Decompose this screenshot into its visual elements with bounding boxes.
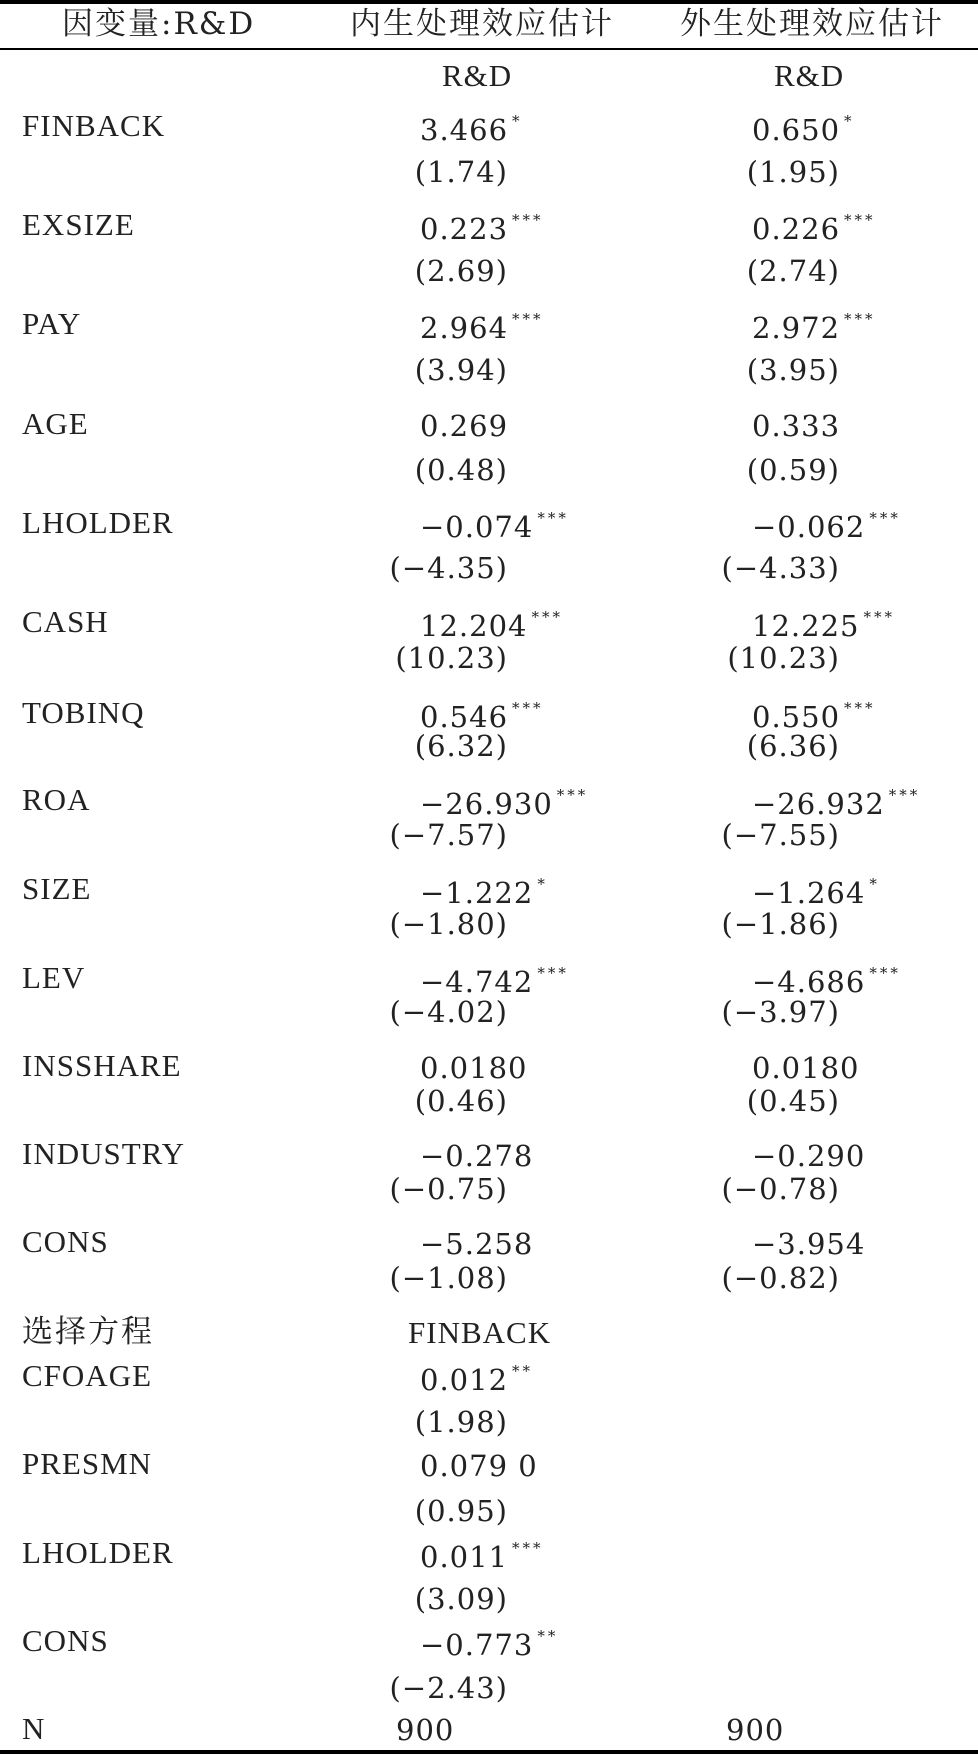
- selection-coef-cons-significance-stars: **: [537, 1627, 559, 1645]
- coef-endogenous-roa: [420, 788, 588, 819]
- table-bottom-rule: [0, 1750, 978, 1754]
- row-label-n: N: [22, 1711, 46, 1746]
- tstat-endogenous-finback: (1.74): [414, 155, 508, 189]
- coef-endogenous-industry-value: −0.278: [420, 1139, 534, 1173]
- coef-exogenous-tobinq-value: 0.550: [752, 700, 841, 734]
- coef-endogenous-exsize-value: 0.223: [420, 212, 509, 246]
- coef-exogenous-industry: [752, 1139, 866, 1173]
- selection-dependent-variable: FINBACK: [408, 1315, 552, 1350]
- selection-coef-cons: [420, 1629, 558, 1660]
- selection-coef-cfoage: [420, 1364, 533, 1395]
- row-label-cons: CONS: [22, 1224, 109, 1259]
- row-label-industry: INDUSTRY: [22, 1136, 186, 1171]
- selection-equation-label: 选择方程: [22, 1314, 154, 1350]
- coef-exogenous-pay-significance-stars: ***: [844, 310, 876, 328]
- tstat-endogenous-pay: (3.94): [414, 353, 508, 387]
- row-label-age: AGE: [22, 406, 89, 441]
- coef-endogenous-insshare: [420, 1051, 528, 1085]
- tstat-endogenous-insshare: (0.46): [414, 1084, 508, 1118]
- row-label-lev: LEV: [22, 960, 86, 995]
- coef-exogenous-roa: [752, 788, 920, 819]
- selection-coef-cons-value: −0.773: [420, 1628, 534, 1662]
- tstat-exogenous-cons: (−0.82): [721, 1261, 840, 1295]
- tstat-endogenous-tobinq: (6.32): [414, 729, 508, 763]
- coef-endogenous-size-significance-stars: *: [537, 875, 548, 893]
- coef-endogenous-roa-value: −26.930: [420, 787, 553, 821]
- coef-exogenous-industry-value: −0.290: [752, 1139, 866, 1173]
- tstat-endogenous-lev: (−4.02): [389, 995, 508, 1029]
- coef-exogenous-lev: [752, 966, 901, 997]
- coef-exogenous-cons-value: −3.954: [752, 1227, 866, 1261]
- selection-row-label-lholder: LHOLDER: [22, 1535, 174, 1570]
- tstat-endogenous-cons: (−1.08): [389, 1261, 508, 1295]
- coef-endogenous-lev: [420, 966, 569, 997]
- row-label-exsize: EXSIZE: [22, 207, 135, 242]
- tstat-exogenous-industry: (−0.78): [721, 1172, 840, 1206]
- column-subtitle-exogenous: R&D: [774, 58, 845, 93]
- coef-exogenous-lev-significance-stars: ***: [869, 964, 901, 982]
- tstat-endogenous-industry: (−0.75): [389, 1172, 508, 1206]
- tstat-exogenous-pay: (3.95): [746, 353, 840, 387]
- coef-exogenous-size-value: −1.264: [752, 876, 866, 910]
- coef-exogenous-exsize-value: 0.226: [752, 212, 841, 246]
- coef-exogenous-lholder: [752, 511, 901, 542]
- tstat-exogenous-age: (0.59): [746, 453, 840, 487]
- coef-exogenous-size: [752, 877, 880, 908]
- selection-coef-presmn-value: 0.079 0: [420, 1449, 538, 1483]
- coef-endogenous-finback: [420, 114, 523, 145]
- row-label-cash: CASH: [22, 604, 109, 639]
- coef-exogenous-tobinq: [752, 701, 876, 732]
- tstat-endogenous-age: (0.48): [414, 453, 508, 487]
- coef-endogenous-cons: [420, 1227, 534, 1261]
- coef-endogenous-exsize-significance-stars: ***: [512, 211, 544, 229]
- tstat-exogenous-finback: (1.95): [746, 155, 840, 189]
- coef-exogenous-cash: [752, 610, 895, 641]
- coef-exogenous-lholder-value: −0.062: [752, 510, 866, 544]
- coef-exogenous-pay: [752, 312, 876, 343]
- coef-endogenous-lev-value: −4.742: [420, 965, 534, 999]
- coef-endogenous-pay-significance-stars: ***: [512, 310, 544, 328]
- coef-endogenous-roa-significance-stars: ***: [556, 786, 589, 804]
- coef-exogenous-exsize-significance-stars: ***: [844, 211, 876, 229]
- row-label-insshare: INSSHARE: [22, 1048, 182, 1083]
- dependent-variable-header: 因变量:R&D: [62, 6, 256, 42]
- coef-exogenous-size-significance-stars: *: [869, 875, 880, 893]
- coef-exogenous-finback-significance-stars: *: [844, 112, 855, 130]
- column-title-endogenous: 内生处理效应估计: [350, 6, 614, 42]
- coef-exogenous-roa-value: −26.932: [752, 787, 885, 821]
- row-label-pay: PAY: [22, 306, 82, 341]
- row-label-roa: ROA: [22, 782, 91, 817]
- coef-endogenous-cash: [420, 610, 563, 641]
- column-title-exogenous: 外生处理效应估计: [680, 6, 944, 42]
- coef-endogenous-exsize: [420, 213, 544, 244]
- coef-exogenous-pay-value: 2.972: [752, 311, 841, 345]
- coef-endogenous-cons-value: −5.258: [420, 1227, 534, 1261]
- tstat-exogenous-size: (−1.86): [721, 907, 840, 941]
- coef-endogenous-age: [420, 409, 509, 443]
- selection-tstat-cfoage: (1.98): [414, 1405, 508, 1439]
- coef-endogenous-lholder: [420, 511, 569, 542]
- coef-exogenous-lev-value: −4.686: [752, 965, 866, 999]
- coef-endogenous-pay-value: 2.964: [420, 311, 509, 345]
- coef-exogenous-lholder-significance-stars: ***: [869, 509, 901, 527]
- n-endogenous: 900: [396, 1713, 455, 1747]
- coef-exogenous-cash-significance-stars: ***: [863, 608, 895, 626]
- table-top-rule: [0, 0, 978, 4]
- coef-endogenous-lholder-significance-stars: ***: [537, 509, 569, 527]
- tstat-endogenous-roa: (−7.57): [389, 818, 508, 852]
- tstat-exogenous-tobinq: (6.36): [746, 729, 840, 763]
- tstat-endogenous-size: (−1.80): [389, 907, 508, 941]
- coef-endogenous-pay: [420, 312, 544, 343]
- coef-endogenous-finback-significance-stars: *: [512, 112, 523, 130]
- table-header-rule: [0, 48, 978, 50]
- selection-tstat-cons: (−2.43): [389, 1671, 508, 1705]
- selection-coef-cfoage-value: 0.012: [420, 1363, 509, 1397]
- coef-exogenous-exsize: [752, 213, 876, 244]
- row-label-lholder: LHOLDER: [22, 505, 174, 540]
- tstat-endogenous-lholder: (−4.35): [389, 551, 508, 585]
- coef-endogenous-finback-value: 3.466: [420, 113, 509, 147]
- coef-endogenous-tobinq-value: 0.546: [420, 700, 509, 734]
- coef-exogenous-age: [752, 409, 841, 443]
- selection-row-label-cons: CONS: [22, 1623, 109, 1658]
- column-subtitle-endogenous: R&D: [442, 58, 513, 93]
- coef-exogenous-age-value: 0.333: [752, 409, 841, 443]
- tstat-endogenous-exsize: (2.69): [414, 254, 508, 288]
- coef-endogenous-lholder-value: −0.074: [420, 510, 534, 544]
- coef-endogenous-size-value: −1.222: [420, 876, 534, 910]
- selection-coef-lholder-value: 0.011: [420, 1540, 509, 1574]
- coef-endogenous-industry: [420, 1139, 534, 1173]
- coef-exogenous-roa-significance-stars: ***: [888, 786, 921, 804]
- selection-tstat-presmn: (0.95): [414, 1494, 508, 1528]
- coef-exogenous-finback: [752, 114, 855, 145]
- coef-endogenous-lev-significance-stars: ***: [537, 964, 569, 982]
- selection-coef-cfoage-significance-stars: **: [512, 1362, 534, 1380]
- coef-endogenous-cash-value: 12.204: [420, 609, 528, 643]
- coef-exogenous-cons: [752, 1227, 866, 1261]
- coef-endogenous-insshare-value: 0.0180: [420, 1051, 528, 1085]
- tstat-exogenous-roa: (−7.55): [721, 818, 840, 852]
- tstat-exogenous-lev: (−3.97): [721, 995, 840, 1029]
- selection-coef-presmn: [420, 1449, 538, 1483]
- row-label-size: SIZE: [22, 871, 92, 906]
- coef-endogenous-tobinq-significance-stars: ***: [512, 699, 544, 717]
- coef-exogenous-insshare-value: 0.0180: [752, 1051, 860, 1085]
- coef-exogenous-finback-value: 0.650: [752, 113, 841, 147]
- coef-endogenous-size: [420, 877, 548, 908]
- tstat-exogenous-insshare: (0.45): [746, 1084, 840, 1118]
- coef-endogenous-age-value: 0.269: [420, 409, 509, 443]
- row-label-tobinq: TOBINQ: [22, 695, 145, 730]
- selection-row-label-cfoage: CFOAGE: [22, 1358, 153, 1393]
- n-exogenous: 900: [726, 1713, 785, 1747]
- tstat-exogenous-cash: (10.23): [727, 641, 840, 675]
- coef-endogenous-cash-significance-stars: ***: [531, 608, 563, 626]
- selection-coef-lholder-significance-stars: ***: [512, 1539, 544, 1557]
- selection-tstat-lholder: (3.09): [414, 1582, 508, 1616]
- row-label-finback: FINBACK: [22, 108, 166, 143]
- coef-exogenous-tobinq-significance-stars: ***: [844, 699, 876, 717]
- tstat-exogenous-exsize: (2.74): [746, 254, 840, 288]
- coef-exogenous-insshare: [752, 1051, 860, 1085]
- selection-coef-lholder: [420, 1541, 544, 1572]
- coef-exogenous-cash-value: 12.225: [752, 609, 860, 643]
- tstat-endogenous-cash: (10.23): [395, 641, 508, 675]
- tstat-exogenous-lholder: (−4.33): [721, 551, 840, 585]
- selection-row-label-presmn: PRESMN: [22, 1446, 153, 1481]
- coef-endogenous-tobinq: [420, 701, 544, 732]
